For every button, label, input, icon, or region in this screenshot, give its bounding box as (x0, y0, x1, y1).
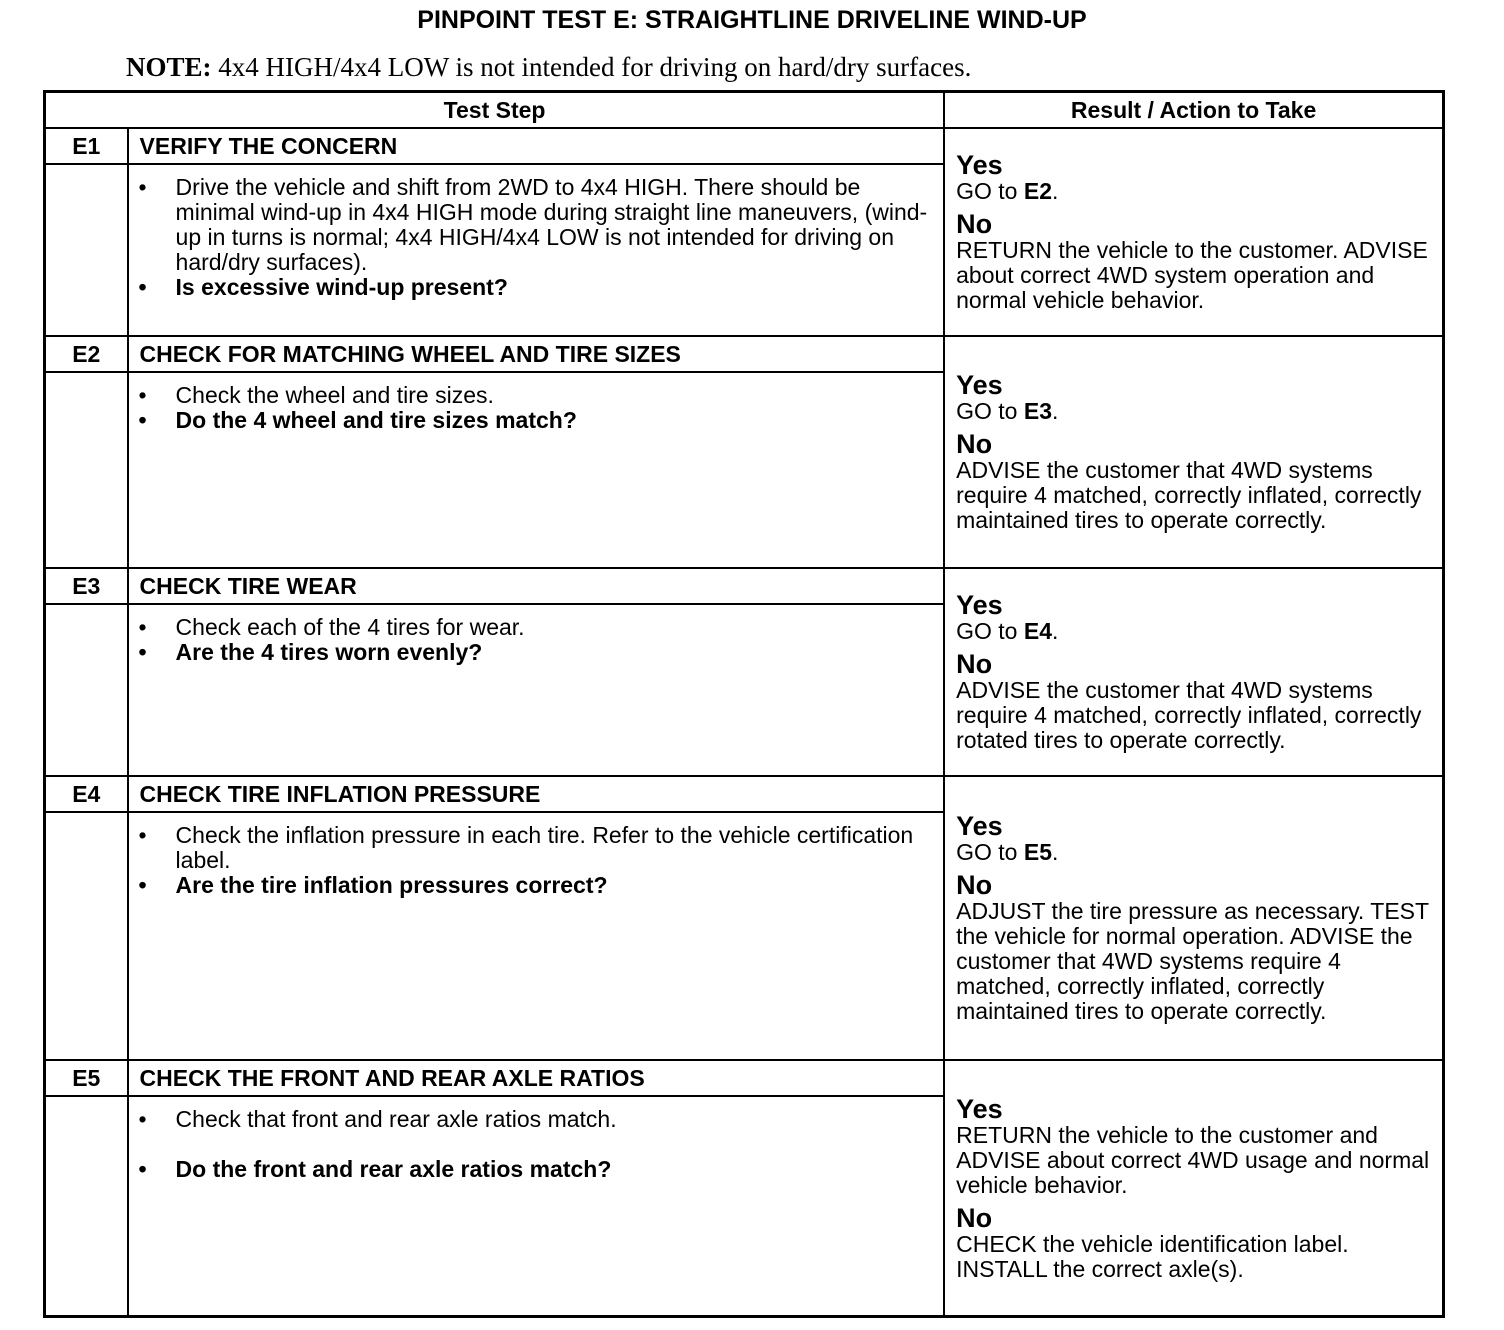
step-question: • Do the front and rear axle ratios match? (176, 1157, 936, 1182)
no-label: No (956, 649, 993, 679)
yes-text: GO to (956, 178, 1018, 204)
yes-text: GO to (956, 839, 1018, 865)
step-instruction: • Check each of the 4 tires for wear. (176, 615, 936, 640)
yes-action: RETURN the vehicle to the customer and ADVISE about correct 4WD usage and normal vehicle behavior. (956, 1121, 1430, 1198)
step-body (128, 1096, 945, 1317)
no-block (956, 650, 1436, 753)
yes-text: GO to (956, 618, 1018, 644)
note-line (126, 50, 971, 84)
step-question: • Are the 4 tires worn evenly? (176, 640, 936, 665)
yes-text: GO to (956, 398, 1018, 424)
no-block (956, 871, 1436, 1024)
no-action: RETURN the vehicle to the customer. ADVISE about correct 4WD system operation and normal vehicle behavior. (956, 237, 1428, 313)
yes-period: . (1052, 178, 1059, 204)
no-action: CHECK the vehicle identification label. INSTALL the correct axle(s). (956, 1230, 1349, 1282)
step-id: E1 (45, 128, 128, 164)
yes-label: Yes (956, 370, 1003, 400)
yes-action (956, 840, 1436, 865)
yes-label: Yes (956, 811, 1003, 841)
yes-action (956, 399, 1436, 424)
yes-period: . (1052, 839, 1059, 865)
yes-label: Yes (956, 1093, 1003, 1124)
no-block (956, 1204, 1436, 1282)
yes-block (956, 812, 1436, 865)
step-instruction: • Drive the vehicle and shift from 2WD to 4x4 HIGH. There should be minimal wind-up in 4x4 HIGH mode during straight line maneuvers, (wind-up in turns is normal; 4x4 HIGH/4x4 LOW is not intended for driving on hard/dry surfaces). (176, 175, 936, 275)
yes-action (956, 179, 1436, 204)
yes-block (956, 371, 1436, 424)
step-bullets (129, 1097, 944, 1182)
step-id-blank (45, 1096, 128, 1317)
yes-period: . (1052, 398, 1059, 424)
note-label: NOTE: (126, 52, 212, 82)
step-heading: CHECK TIRE WEAR (128, 568, 945, 604)
step-question: • Are the tire inflation pressures correct? (176, 873, 936, 898)
no-block (956, 210, 1436, 313)
step-instruction: • Check the wheel and tire sizes. (176, 383, 936, 408)
header-result-action: Result / Action to Take (944, 92, 1443, 129)
page-title: PINPOINT TEST E: STRAIGHTLINE DRIVELINE WIND-UP (417, 6, 1087, 34)
step-instruction: • Check that front and rear axle ratios match. (176, 1107, 936, 1132)
yes-step-link[interactable]: E4 (1023, 618, 1053, 644)
step-id: E2 (45, 336, 128, 372)
no-action: ADVISE the customer that 4WD systems require 4 matched, correctly inflated, correctly rotated tires to operate correctly. (956, 677, 1422, 753)
step-header-row (45, 776, 1444, 812)
step-result (944, 128, 1443, 336)
step-header-row (45, 336, 1444, 372)
step-heading: CHECK FOR MATCHING WHEEL AND TIRE SIZES (128, 336, 945, 372)
no-label: No (956, 209, 993, 239)
step-bullets (129, 373, 944, 433)
step-result (944, 336, 1443, 568)
yes-label: Yes (956, 590, 1003, 620)
yes-step-link[interactable]: E2 (1023, 178, 1053, 204)
yes-action (956, 619, 1436, 644)
yes-block (956, 1095, 1436, 1198)
note-text: 4x4 HIGH/4x4 LOW is not intended for driving on hard/dry surfaces. (218, 52, 972, 82)
step-result (944, 776, 1443, 1060)
step-instruction: • Check the inflation pressure in each tire. Refer to the vehicle certification label. (176, 823, 936, 873)
step-body (128, 164, 945, 336)
step-bullets (129, 605, 944, 665)
no-action: ADVISE the customer that 4WD systems require 4 matched, correctly inflated, correctly maintained tires to operate correctly. (956, 457, 1422, 533)
step-body (128, 812, 945, 1060)
step-result (944, 1060, 1443, 1317)
yes-step-link[interactable]: E3 (1023, 398, 1053, 424)
step-id-blank (45, 372, 128, 568)
no-label: No (956, 429, 993, 459)
yes-step-link[interactable]: E5 (1023, 839, 1053, 865)
yes-block (956, 591, 1436, 644)
step-body (128, 604, 945, 776)
yes-label: Yes (956, 150, 1003, 180)
step-id-blank (45, 604, 128, 776)
header-test-step: Test Step (45, 92, 945, 129)
yes-block (956, 151, 1436, 204)
step-id-blank (45, 812, 128, 1060)
pinpoint-test-table (43, 90, 1445, 1318)
table-header-row (45, 92, 1444, 129)
step-id: E3 (45, 568, 128, 604)
step-question: • Do the 4 wheel and tire sizes match? (176, 408, 936, 433)
step-body (128, 372, 945, 568)
step-heading: CHECK TIRE INFLATION PRESSURE (128, 776, 945, 812)
step-bullets (129, 165, 944, 300)
step-id-blank (45, 164, 128, 336)
yes-period: . (1052, 618, 1059, 644)
step-heading: VERIFY THE CONCERN (128, 128, 945, 164)
no-label: No (956, 870, 993, 900)
step-bullets (129, 813, 944, 898)
step-id: E4 (45, 776, 128, 812)
no-block (956, 430, 1436, 533)
step-question: • Is excessive wind-up present? (176, 275, 936, 300)
step-header-row (45, 128, 1444, 164)
step-header-row (45, 1060, 1444, 1096)
no-label: No (956, 1202, 993, 1233)
no-action: ADJUST the tire pressure as necessary. TEST the vehicle for normal operation. ADVISE the customer that 4WD systems require 4 matched, correctly inflated, correctly maintained tires to operate correctly. (956, 898, 1429, 1024)
step-heading: CHECK THE FRONT AND REAR AXLE RATIOS (128, 1060, 945, 1096)
step-id: E5 (45, 1060, 128, 1096)
step-header-row (45, 568, 1444, 604)
step-result (944, 568, 1443, 776)
